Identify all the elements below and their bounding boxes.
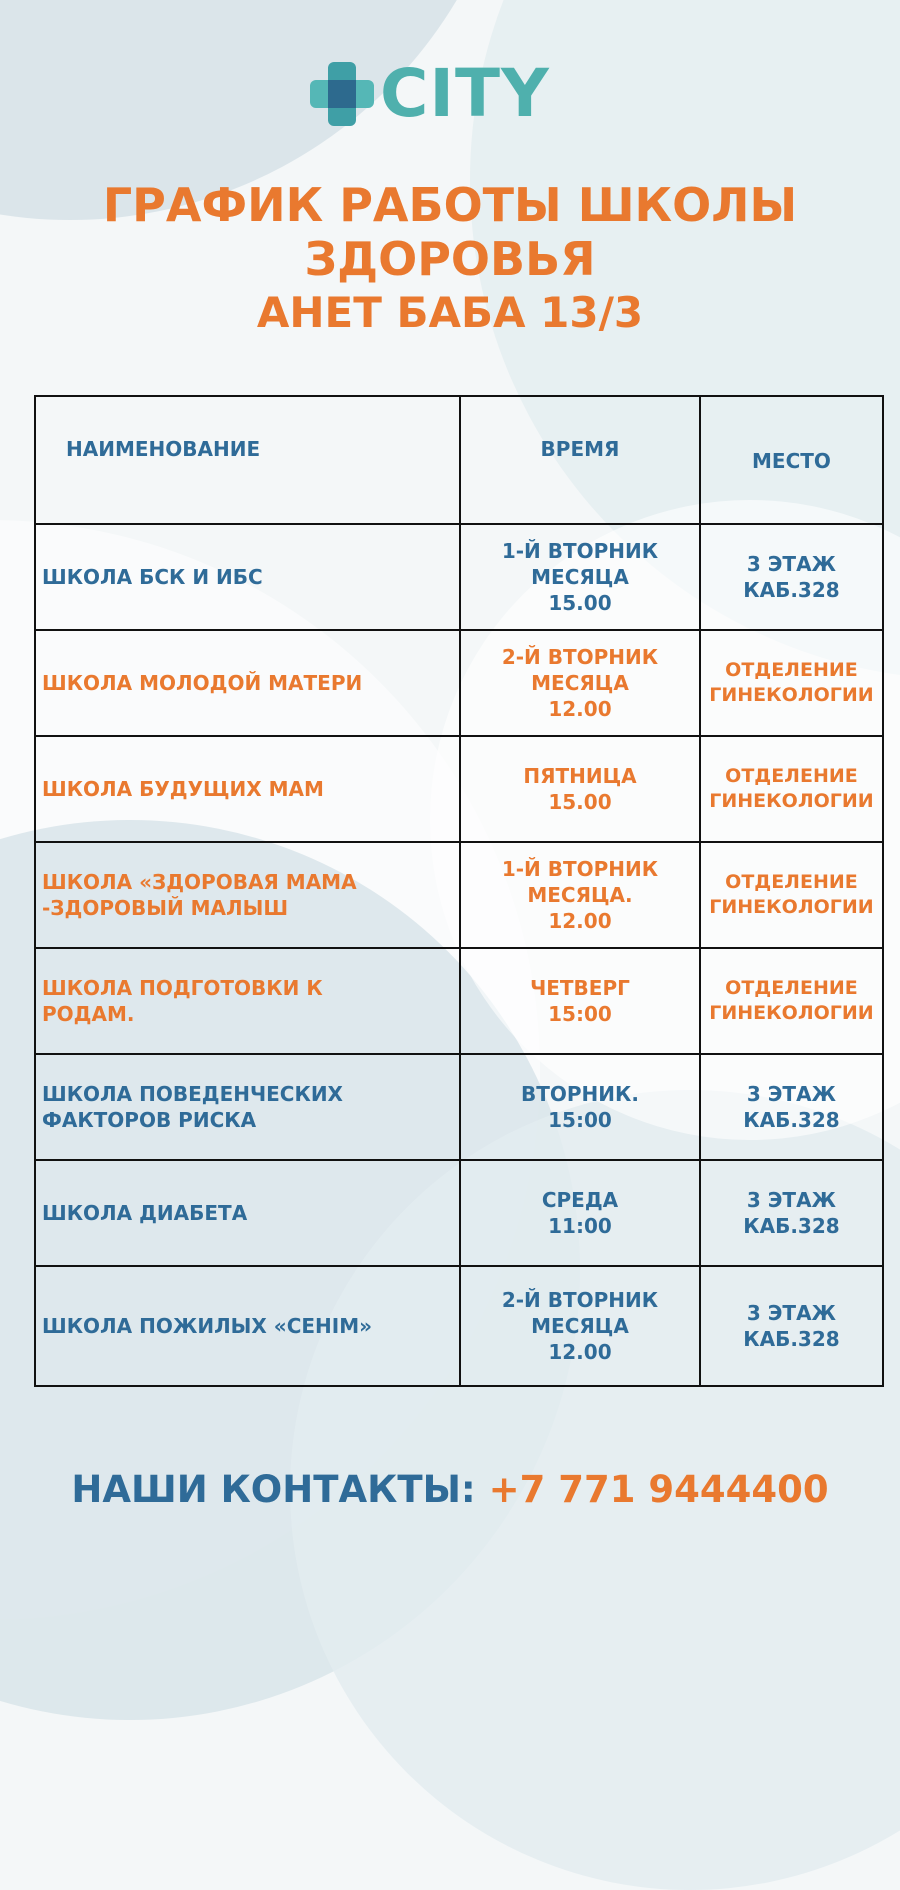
contacts-line bbox=[0, 1468, 900, 1511]
page-title-line-2: ЗДОРОВЬЯ bbox=[304, 232, 596, 286]
table-row bbox=[35, 948, 883, 1054]
table-row bbox=[35, 524, 883, 630]
school-time: ПЯТНИЦА 15.00 bbox=[460, 736, 700, 842]
brand-logo bbox=[310, 55, 600, 132]
school-place: ОТДЕЛЕНИЕ ГИНЕКОЛОГИИ bbox=[700, 842, 883, 948]
table-row bbox=[35, 736, 883, 842]
header-place: МЕСТО bbox=[700, 396, 883, 524]
school-name: ШКОЛА МОЛОДОЙ МАТЕРИ bbox=[35, 630, 460, 736]
school-time: 1-Й ВТОРНИК МЕСЯЦА 15.00 bbox=[460, 524, 700, 630]
school-time: ВТОРНИК. 15:00 bbox=[460, 1054, 700, 1160]
table-row bbox=[35, 1054, 883, 1160]
school-place: 3 ЭТАЖ КАБ.328 bbox=[700, 524, 883, 630]
contacts-phone[interactable]: +7 771 9444400 bbox=[488, 1468, 829, 1511]
school-name: ШКОЛА БСК И ИБС bbox=[35, 524, 460, 630]
school-name: ШКОЛА ПОДГОТОВКИ К РОДАМ. bbox=[35, 948, 460, 1054]
header-name: НАИМЕНОВАНИЕ bbox=[35, 396, 460, 524]
table-header-row bbox=[35, 396, 883, 524]
school-place: ОТДЕЛЕНИЕ ГИНЕКОЛОГИИ bbox=[700, 630, 883, 736]
school-time: ЧЕТВЕРГ 15:00 bbox=[460, 948, 700, 1054]
school-place: ОТДЕЛЕНИЕ ГИНЕКОЛОГИИ bbox=[700, 948, 883, 1054]
page-title-address: АНЕТ БАБА 13/3 bbox=[256, 288, 644, 337]
school-place: 3 ЭТАЖ КАБ.328 bbox=[700, 1266, 883, 1386]
school-name: ШКОЛА БУДУЩИХ МАМ bbox=[35, 736, 460, 842]
table-row bbox=[35, 630, 883, 736]
table-row bbox=[35, 1266, 883, 1386]
school-place: 3 ЭТАЖ КАБ.328 bbox=[700, 1054, 883, 1160]
school-time: 1-Й ВТОРНИК МЕСЯЦА. 12.00 bbox=[460, 842, 700, 948]
table-row bbox=[35, 842, 883, 948]
contacts-label: НАШИ КОНТАКТЫ: bbox=[71, 1468, 476, 1511]
school-place: ОТДЕЛЕНИЕ ГИНЕКОЛОГИИ bbox=[700, 736, 883, 842]
school-time: СРЕДА 11:00 bbox=[460, 1160, 700, 1266]
medical-cross-icon bbox=[310, 62, 374, 126]
school-name: ШКОЛА «ЗДОРОВАЯ МАМА -ЗДОРОВЫЙ МАЛЫШ bbox=[35, 842, 460, 948]
school-time: 2-Й ВТОРНИК МЕСЯЦА 12.00 bbox=[460, 630, 700, 736]
page-title-line-1: ГРАФИК РАБОТЫ ШКОЛЫ bbox=[102, 178, 798, 232]
schedule-table bbox=[34, 395, 884, 1387]
school-name: ШКОЛА ПОЖИЛЫХ «СЕНІМ» bbox=[35, 1266, 460, 1386]
school-time: 2-Й ВТОРНИК МЕСЯЦА 12.00 bbox=[460, 1266, 700, 1386]
table-row bbox=[35, 1160, 883, 1266]
logo-text: CITY bbox=[380, 55, 550, 132]
school-name: ШКОЛА ДИАБЕТА bbox=[35, 1160, 460, 1266]
header-time: ВРЕМЯ bbox=[460, 396, 700, 524]
school-name: ШКОЛА ПОВЕДЕНЧЕСКИХ ФАКТОРОВ РИСКА bbox=[35, 1054, 460, 1160]
school-place: 3 ЭТАЖ КАБ.328 bbox=[700, 1160, 883, 1266]
